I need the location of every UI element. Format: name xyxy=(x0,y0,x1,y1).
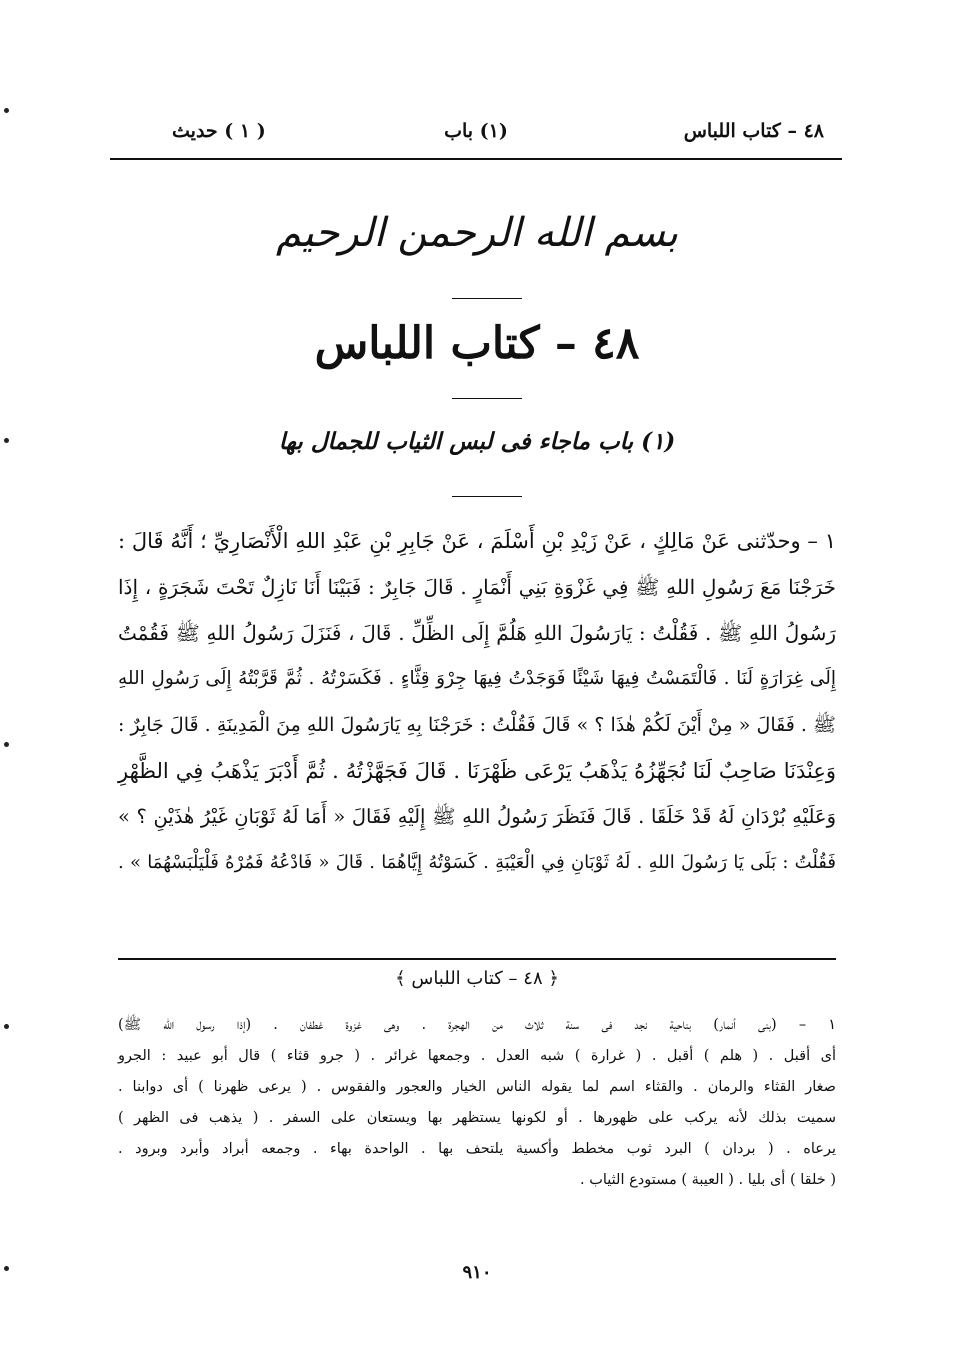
header-divider xyxy=(110,158,842,160)
hadith-line: رَسُولُ اللهِ ﷺ . فَقُلْتُ : يَارَسُولَ اللهِ هَلُمَّ إِلَى الظِّلِّ . قَالَ ، فَنَزَلَ رَسُولُ اللهِ ﷺ فَقُمْتُ xyxy=(118,621,836,645)
hadith-line: إِلَى غِرَارَةٍ لَنَا . فَالْتَمَسْتُ فِيهَا شَيْئًا فَوَجَدْتُ فِيهَا جِرْوَ قِثَّاءٍ . فَكَسَرْتُهُ . ثُمَّ قَرَّبْتُهُ إِلَى رَسُولِ اللهِ xyxy=(118,668,836,689)
scan-mark xyxy=(4,1024,9,1029)
footnote-divider xyxy=(118,958,836,960)
book-title: ٤٨ – كتاب اللباس xyxy=(314,318,640,369)
footnote-line: سميت بذلك لأنه يركب على ظهورها . أو لكونها يستظهر بها ويستعان على السفر . ( يذهب فى الظهر ) xyxy=(118,1110,836,1126)
hadith-line: وَعَلَيْهِ بُرْدَانِ لَهُ قَدْ خَلَقَا . قَالَ فَنَظَرَ رَسُولُ اللهِ ﷺ إِلَيْهِ فَقَالَ « أَمَا لَهُ ثَوْبَانِ غَيْرُ هٰذَيْنِ ؟ » xyxy=(118,805,836,828)
hadith-line: ١ – وحدّثنى عَنْ مَالِكٍ ، عَنْ زَيْدِ بْنِ أَسْلَمَ ، عَنْ جَابِرِ بْنِ عَبْدِ اللهِ الْأَنْصَارِيِّ ؛ أَنَّهُ قَالَ : xyxy=(118,529,836,553)
scan-mark xyxy=(4,742,9,747)
footnote-line: أى أقبل . ( هلم ) أقبل . ( غرارة ) شبه العدل . وجمعها غرائر . ( جرو قثاء ) قال أبو عبيد : الجرو xyxy=(118,1048,836,1064)
hadith-line: ﷺ . فَقَالَ « مِنْ أَيْنَ لَكُمْ هٰذَا ؟ » قَالَ فَقُلْتُ : خَرَجْنَا بِهِ يَارَسُولَ اللهِ مِنَ الْمَدِينَةِ . قَالَ جَابِرٌ : xyxy=(118,714,836,736)
basmala-divider xyxy=(452,298,522,299)
scan-mark xyxy=(4,438,9,443)
footnote-line: ( خلقا ) أى بليا . ( العيبة ) مستودع الثياب . xyxy=(580,1172,836,1188)
footnote-line: يرعاه . ( بردان ) البرد ثوب مخطط وأكسية يلتحف بها . الواحدة بهاء . وجمعه أبراد وأبرد وبرود . xyxy=(118,1141,836,1157)
hadith-text xyxy=(118,518,836,886)
scan-mark xyxy=(4,1266,9,1271)
footnotes xyxy=(118,1010,836,1196)
chapter-divider xyxy=(452,496,522,497)
header-hadith-label: ( ١ ) حديث xyxy=(172,120,266,142)
footnote-line: صغار القثاء والرمان . والقثاء اسم لما يقوله الناس الخيار والعجور والفقوس . ( يرعى ظهرنا ) أى دوابنا . xyxy=(118,1079,836,1095)
basmala: بسم الله الرحمن الرحيم xyxy=(275,210,679,256)
chapter-title: (١) باب ماجاء فى لبس الثياب للجمال بها xyxy=(278,428,676,455)
scan-mark xyxy=(4,108,9,113)
header-bab-label: (١) باب xyxy=(444,120,508,142)
footnote-line: ١ – (بنى أنمار) بناحية نجد فى سنة ثلاث من الهجرة . وهى غزوة غطفان . (إذا رسول الله ﷺ) xyxy=(118,1017,836,1033)
running-header xyxy=(110,112,842,158)
page-number: ٩١٠ xyxy=(462,1262,492,1283)
footnote-title: ﴿ ٤٨ – كتاب اللباس ﴾ xyxy=(395,968,559,989)
header-book-label: ٤٨ – كتاب اللباس xyxy=(683,120,824,142)
hadith-line: خَرَجْنَا مَعَ رَسُولِ اللهِ ﷺ فِي غَزْوَةِ بَنِي أَنْمَارٍ . قَالَ جَابِرٌ : فَبَيْنَا أَنَا نَازِلٌ تَحْتَ شَجَرَةٍ ، إِذَا xyxy=(118,575,836,599)
title-divider xyxy=(452,398,522,399)
hadith-line: وَعِنْدَنَا صَاحِبٌ لَنَا نُجَهِّزُهُ يَذْهَبُ يَرْعَى ظَهْرَنَا . قَالَ فَجَهَّزْتُهُ . ثُمَّ أَدْبَرَ يَذْهَبُ فِي الظَّهْرِ xyxy=(118,759,836,783)
hadith-line: فَقُلْتُ : بَلَى يَا رَسُولَ اللهِ . لَهُ ثَوْبَانِ فِي الْعَيْبَةِ . كَسَوْتُهُ إِيَّاهُمَا . قَالَ « فَادْعُهُ فَمُرْهُ فَلْيَلْبَسْهُمَا » . xyxy=(118,852,836,873)
